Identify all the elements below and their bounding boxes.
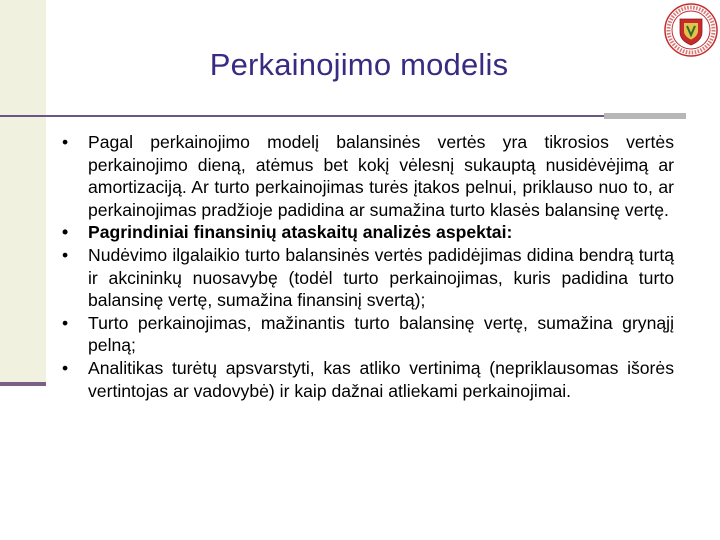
bullet-item: • Pagal perkainojimo modelį balansinės vertės yra tikrosios vertės perkainojimo dieną, atėmus bet kokį vėlesnį sukauptą nusidėvėjimą ar amortizaciją. Ar turto perkainojimas turės įtakos pelnui, priklauso nuo to, ar perkainojimas pradžioje padidina ar sumažina turto klasės balansinę vertę. xyxy=(62,131,674,221)
bullet-list xyxy=(62,131,674,402)
bullet-item: • Turto perkainojimas, mažinantis turto balansinę vertę, sumažina grynąjį pelną; xyxy=(62,312,674,357)
title-divider-tab xyxy=(604,113,686,119)
title-divider xyxy=(0,115,604,117)
bullet-item: • Analitikas turėtų apsvarstyti, kas atliko vertinimą (nepriklausomas išorės vertintojas ar vadovybė) ir kaip dažnai atliekami perkainojimai. xyxy=(62,357,674,402)
bullet-item: • Nudėvimo ilgalaikio turto balansinės vertės padidėjimas didina bendrą turtą ir akcininkų nuosavybę (todėl turto perkainojimas, kuris padidina turto balansinę vertę, sumažina finansinį svertą); xyxy=(62,244,674,312)
bullet-item: • Pagrindiniai finansinių ataskaitų analizės aspektai: xyxy=(62,221,674,244)
university-seal-icon xyxy=(663,2,719,58)
slide-title: Perkainojimo modelis xyxy=(209,47,509,82)
left-accent-bar xyxy=(0,382,46,386)
